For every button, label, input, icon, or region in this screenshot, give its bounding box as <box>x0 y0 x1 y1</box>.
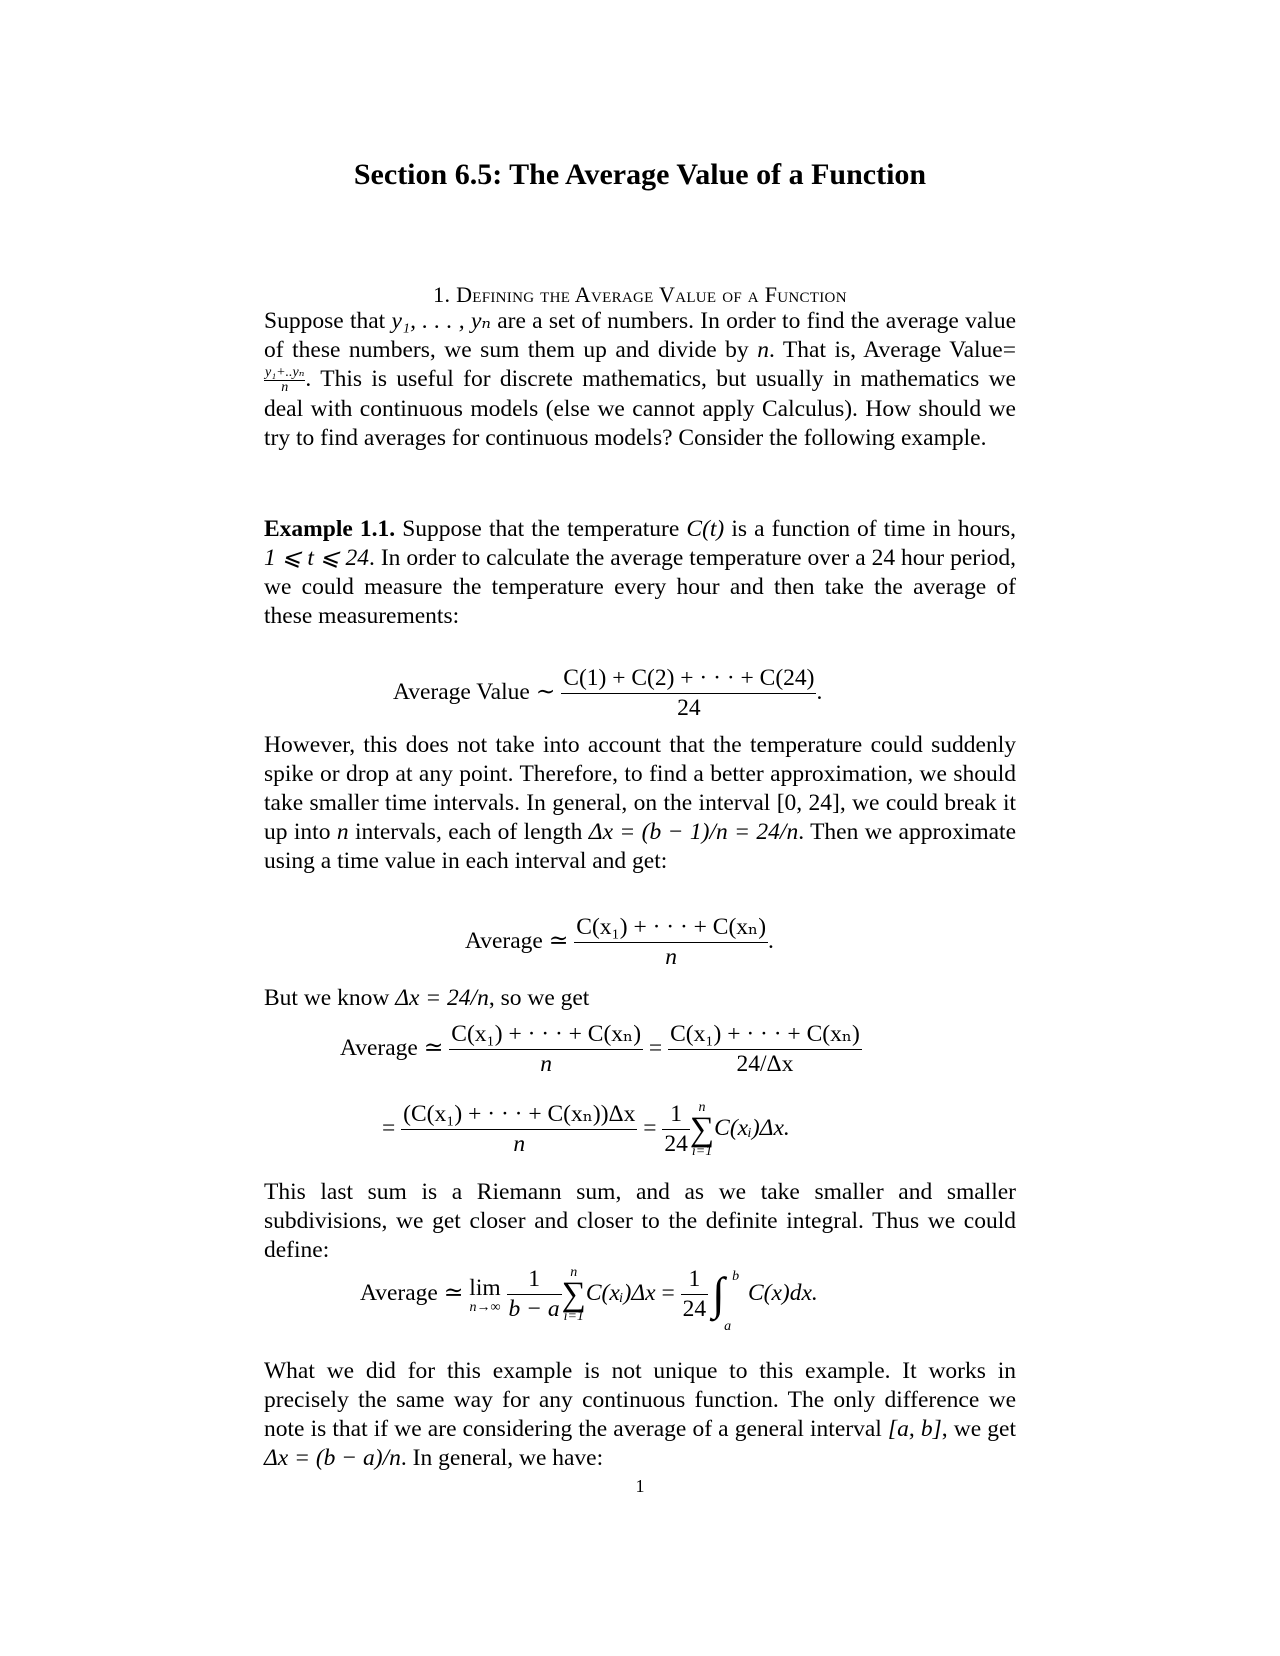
delta-x-sentence: But we know Δx = 24/n, so we get <box>264 985 590 1011</box>
inline-average-fraction: $\frac{\text{y₁+..yₙ}}{n}$ <box>265 365 305 396</box>
equation-average-approx: Average ≃ $\frac{\text{C(x₁) + · · · + C(xₙ)}}{n}$ . <box>465 914 774 970</box>
equation-average-integral: Average ≃ lim n→∞ $\frac{1}{b - a}$ n ∑ i=1C(xᵢ)Δx = $\frac{1}{24}$ ∫ b a C(x)dx. <box>360 1264 818 1334</box>
example-paragraph: Example 1.1. Suppose that the temperature C(t) is a function of time in hours, 1 ⩽ t ⩽ 24. In order to calculate the average temperature over a 24 hour period, we could measure the temperature every hour and then take the average of these measurements: <box>264 516 1017 629</box>
summation-symbol: n ∑ i=1 <box>689 1099 715 1159</box>
example-label: Example 1.1. <box>264 516 396 542</box>
page-title: Section 6.5: The Average Value of a Function <box>353 158 927 191</box>
page-number: 1 <box>635 1476 645 1496</box>
limit-operator: lim n→∞ <box>469 1274 501 1315</box>
integral-symbol: ∫ b a <box>712 1267 740 1334</box>
integral-transition-paragraph: This last sum is a Riemann sum, and as we take smaller and smaller subdivisions, we get closer and closer to the definite integral. Thus we could define: <box>264 1179 1016 1263</box>
intro-paragraph: Suppose that y₁, . . . , yₙ are a set of numbers. In order to find the average value of these numbers, we sum them up and divide by n. That is, Average Value= $\frac{\text{y₁+..yₙ}}{n}$ . This is useful for discrete mathematics, but usually in mathematics we deal with continuous models (else we cannot apply Calculus). How should we try to find averages for continuous models? Consider the following example. <box>264 308 1017 452</box>
equation-average-substitution: Average ≃ $\frac{\text{C(x₁) + · · · + C(xₙ)}}{n}$ = $\frac{\text{C(x₁) + · · · + C(xₙ)}}{24/\Delta x}$ <box>340 1021 860 1077</box>
equation-average-value: Average Value ∼ $\frac{C(1) + C(2) + \cdot \cdot \cdot + C(24)}{24}$ . <box>393 665 823 721</box>
general-interval-paragraph: What we did for this example is not unique to this example. It works in precisely the same way for any continuous function. The only difference we note is that if we are considering the average of a general interval [a, b], we get Δx = (b − a)/n. In general, we have: <box>264 1358 1016 1471</box>
section-heading: 1. Defining the Average Value of a Function <box>433 282 847 307</box>
equation-riemann-sum: = $\frac{\text{(C(x₁) + · · · + C(xₙ))Δx}}{n}$ = $\frac{1}{24}$ n ∑ i=1C(xᵢ)Δx. <box>382 1099 790 1159</box>
summation-symbol: n ∑ i=1 <box>561 1264 586 1324</box>
riemann-explanation-paragraph: However, this does not take into account that the temperature could suddenly spike or drop at any point. Therefore, to find a better approximation, we should take smaller time intervals. In general, on the interval [0, 24], we could break it up into n intervals, each of length Δx = (b − 1)/n = 24/n. Then we approximate using a time value in each interval and get: <box>264 732 1017 874</box>
